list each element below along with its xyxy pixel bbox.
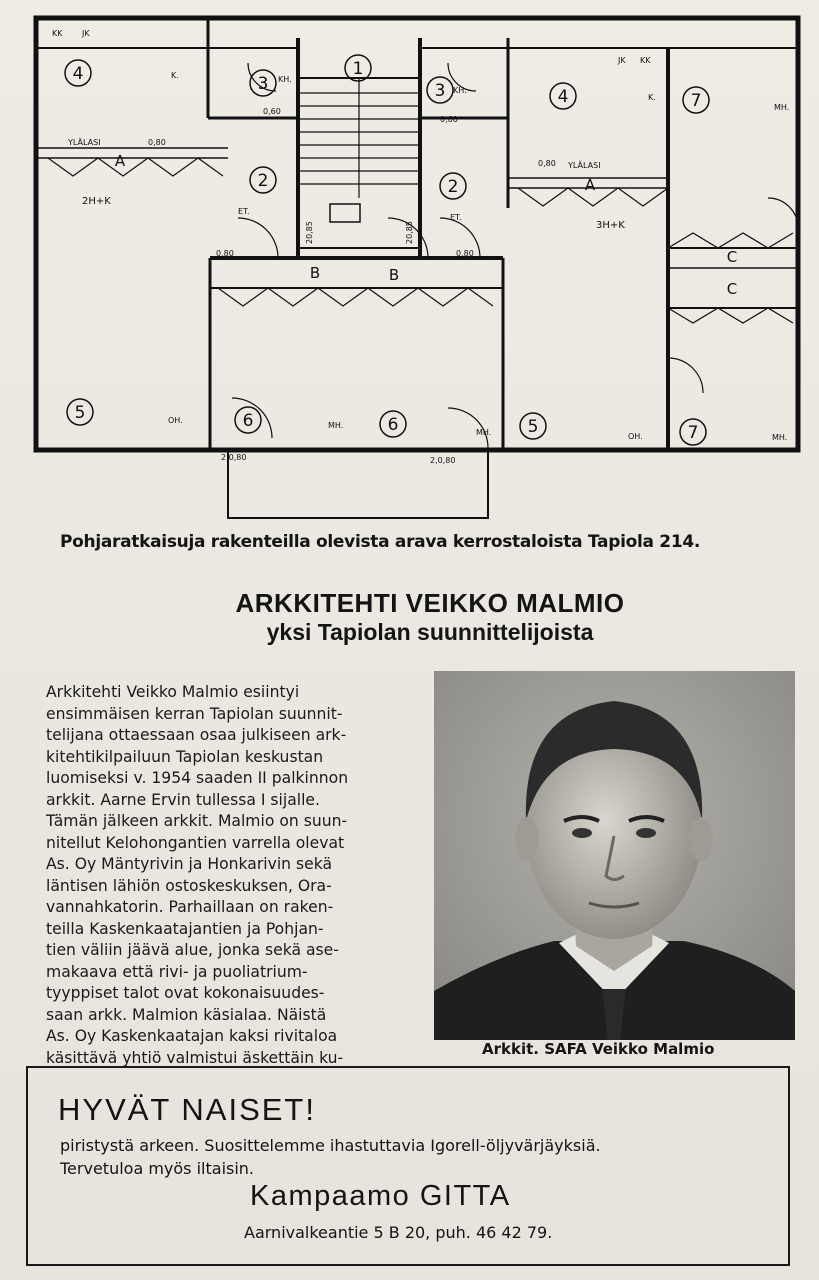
room-number: 1 — [352, 59, 364, 79]
article-line: kitehtikilpailuun Tapiolan keskustan — [46, 747, 324, 766]
plan-label-mh: MH. — [774, 103, 790, 112]
plan-caption: Pohjaratkaisuja rakenteilla olevista arava kerrostaloista Tapiola 214. — [60, 532, 701, 552]
room-number: 2 — [447, 177, 459, 197]
plan-dimension: 20,85 — [405, 221, 414, 244]
room-number: 6 — [387, 415, 399, 435]
plan-label-kh: KH. — [453, 86, 467, 95]
room-number: 7 — [690, 91, 702, 111]
plan-label-jk: JK — [82, 29, 90, 38]
ad-title: HYVÄT NAISET! — [58, 1092, 316, 1127]
plan-dimension: 0,80 — [216, 249, 234, 258]
room-number: 4 — [557, 87, 569, 107]
plan-dimension: 2,0,80 — [430, 456, 456, 465]
plan-label-mh: MH. — [476, 428, 492, 437]
article-line: As. Oy Kaskenkaatajan kaksi rivitaloa — [46, 1027, 338, 1045]
plan-dimension: 0,80 — [538, 159, 556, 168]
headline-title: ARKKITEHTI VEIKKO MALMIO — [235, 588, 625, 618]
article-line: läntisen lähiön ostoskeskuksen, Ora- — [46, 876, 332, 895]
portrait-photo — [434, 671, 795, 1040]
plan-label-a: A — [114, 152, 126, 170]
article-line: Arkkitehti Veikko Malmio esiintyi — [46, 683, 300, 701]
plan-label-oh: OH. — [168, 416, 183, 425]
plan-label-b: B — [388, 266, 400, 284]
article-line: käsittävä yhtiö valmistui äskettäin ku- — [46, 1048, 344, 1067]
article-line: tien väliin jäävä alue, jonka sekä ase- — [46, 941, 339, 959]
headline-subtitle: yksi Tapiolan suunnittelijoista — [266, 619, 594, 645]
plan-label-mh: MH. — [772, 433, 788, 442]
article-line: telijana ottaessaan osaa julkiseen ark- — [46, 726, 347, 744]
plan-dimension: 20,85 — [305, 221, 314, 244]
plan-label-b: B — [309, 264, 321, 282]
article-line: Tämän jälkeen arkkit. Malmio on suun- — [46, 812, 348, 830]
plan-label-c: C — [726, 280, 738, 298]
plan-label-k: K. — [648, 93, 656, 102]
article-headline — [150, 588, 710, 646]
floor-plan-svg — [28, 8, 813, 523]
plan-label-ylalasi: YLÄLASI — [68, 138, 101, 147]
plan-label-oh: OH. — [628, 432, 643, 441]
plan-dimension: 0,80 — [148, 138, 166, 147]
photo-caption: Arkkit. SAFA Veikko Malmio — [482, 1040, 715, 1058]
article-line: ensimmäisen kerran Tapiolan suunnit- — [46, 704, 343, 723]
room-number: 7 — [687, 423, 699, 443]
ad-address: Aarnivalkeantie 5 B 20, puh. 46 42 79. — [244, 1223, 553, 1242]
room-number: 3 — [434, 81, 446, 101]
article-line: nitellut Kelohongantien varrella olevat — [46, 833, 345, 852]
outer-wall — [36, 18, 798, 450]
plan-label-jk: JK — [618, 56, 626, 65]
article-line: saan arkk. Malmion käsialaa. Näistä — [46, 1005, 327, 1024]
article-body — [46, 682, 416, 1069]
plan-dimension: 0,80 — [456, 249, 474, 258]
article-line: luomiseksi v. 1954 saaden II palkinnon — [46, 769, 349, 787]
ad-business-name: Kampaamo GITTA — [250, 1180, 511, 1212]
plan-label-a: A — [584, 176, 596, 194]
plan-apartment-type: 2H+K — [82, 196, 111, 207]
ad-text: piristystä arkeen. Suosittelemme ihastuttavia Igorell-öljyvärjäyksiä. — [60, 1136, 601, 1155]
plan-label-et: ET. — [450, 213, 462, 222]
plan-dimension: 0,60 — [263, 107, 281, 116]
advertisement-box — [26, 1066, 790, 1266]
floor-plan-drawing — [28, 8, 813, 523]
plan-apartment-type: 3H+K — [596, 220, 625, 231]
portrait-illustration — [434, 671, 795, 1040]
room-number: 2 — [257, 171, 269, 191]
plan-label-ylalasi: YLÄLASI — [568, 161, 601, 170]
plan-label-et: ET. — [238, 207, 250, 216]
article-line: vannahkatorin. Parhaillaan on raken- — [46, 898, 334, 916]
room-number: 5 — [74, 403, 86, 423]
plan-label-kk: KK — [640, 56, 651, 65]
room-number: 5 — [527, 417, 539, 437]
ad-text: Tervetuloa myös iltaisin. — [60, 1159, 255, 1178]
room-number: 6 — [242, 411, 254, 431]
plan-label-kk: KK — [52, 29, 63, 38]
article-line: arkkit. Aarne Ervin tullessa I sijalle. — [46, 790, 320, 809]
article-line: As. Oy Mäntyrivin ja Honkarivin sekä — [46, 855, 333, 873]
plan-dimension: 2,0,80 — [221, 453, 247, 462]
room-number: 3 — [257, 74, 269, 94]
article-line: tyyppiset talot ovat kokonaisuudes- — [46, 984, 325, 1002]
plan-label-k: K. — [171, 71, 179, 80]
plan-label-c: C — [726, 248, 738, 266]
article-line: makaava että rivi- ja puoliatrium- — [46, 962, 308, 981]
plan-dimension: 0,60 — [440, 115, 458, 124]
plan-label-kh: KH. — [278, 75, 292, 84]
article-line: teilla Kaskenkaatajantien ja Pohjan- — [46, 919, 324, 938]
plan-label-mh: MH. — [328, 421, 344, 430]
room-number: 4 — [72, 64, 84, 84]
